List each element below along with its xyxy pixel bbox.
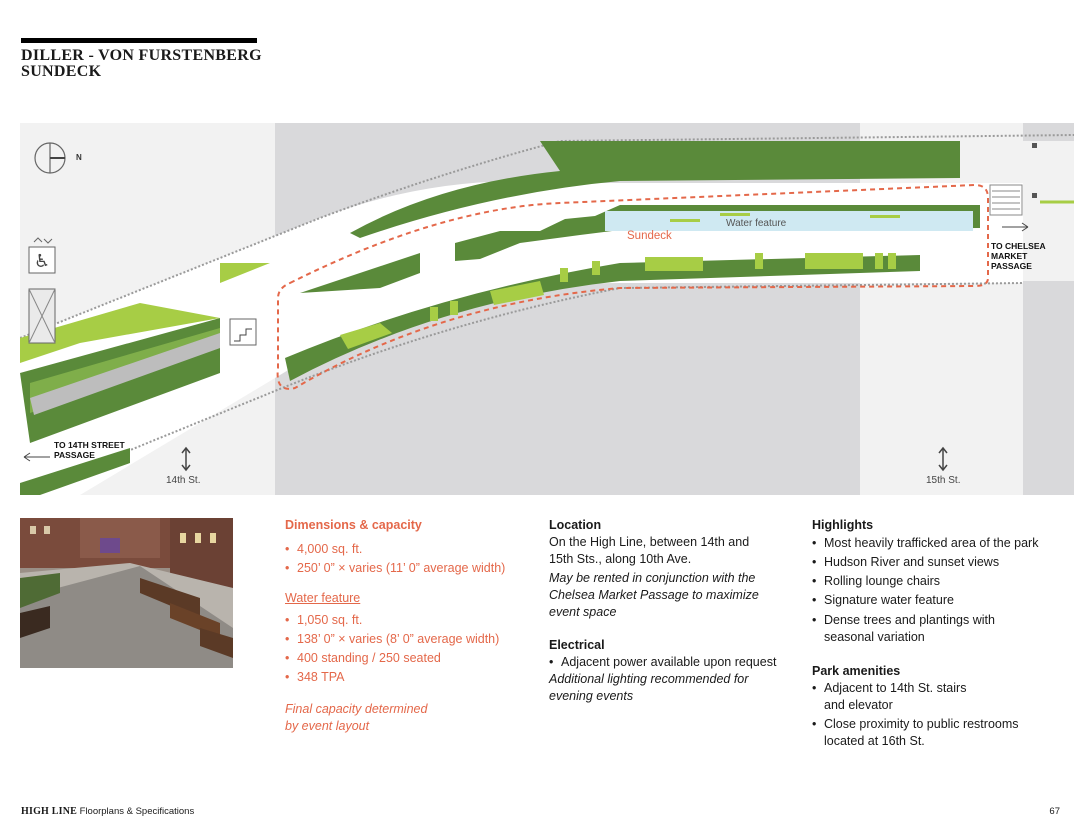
title-rule — [21, 38, 257, 43]
location-heading: Location — [549, 518, 602, 532]
title-line-2: SUNDECK — [21, 63, 102, 80]
dimensions-section — [285, 517, 535, 735]
chelsea-passage-label: TO CHELSEA MARKET PASSAGE — [991, 241, 1046, 271]
highlights-heading: Highlights — [812, 518, 874, 532]
elevator-icon — [29, 289, 55, 343]
highlight-item: • Rolling lounge chairs — [812, 572, 1062, 591]
compass-label: N — [76, 153, 82, 162]
water-feature-heading: Water feature — [285, 591, 361, 605]
title-line-1: DILLER - VON FURSTENBERG — [21, 47, 262, 64]
street-15-label: 15th St. — [926, 475, 961, 486]
footer — [21, 806, 194, 817]
water-item: • 138’ 0” × varies (8’ 0” average width) — [285, 630, 535, 649]
street-14-label: 14th St. — [166, 475, 201, 486]
electrical-heading: Electrical — [549, 638, 605, 652]
footer-brand: HIGH LINE — [21, 806, 77, 817]
electrical-note: Additional lighting recommended for evening events — [549, 672, 749, 703]
dimensions-item: • 250’ 0” × varies (11’ 0” average width) — [285, 559, 535, 578]
site-map — [20, 123, 1074, 495]
water-item: • 400 standing / 250 seated — [285, 649, 535, 668]
location-text: On the High Line, between 14th and — [549, 535, 750, 549]
highlights-section — [812, 517, 1062, 750]
dimensions-heading: Dimensions & capacity — [285, 518, 422, 532]
highlight-item: • Hudson River and sunset views — [812, 553, 1062, 572]
amenities-heading: Park amenities — [812, 664, 901, 678]
location-section — [549, 517, 789, 705]
location-text: 15th Sts., along 10th Ave. — [549, 552, 692, 566]
page-title — [21, 48, 262, 80]
electrical-item: • Adjacent power available upon request — [549, 654, 789, 671]
sundeck-photo — [20, 518, 233, 668]
fourteenth-passage-label: TO 14TH STREET PASSAGE — [54, 440, 125, 460]
dimensions-item: • 4,000 sq. ft. — [285, 540, 535, 559]
page-number: 67 — [1049, 806, 1060, 817]
sundeck-label: Sundeck — [627, 230, 672, 242]
stairs-icon — [230, 319, 256, 345]
water-item: • 1,050 sq. ft. — [285, 611, 535, 630]
water-feature-label: Water feature — [726, 218, 787, 229]
water-item: • 348 TPA — [285, 668, 535, 687]
capacity-note: Final capacity determined by event layout — [285, 702, 428, 733]
location-note: May be rented in conjunction with the Chelsea Market Passage to maximize event space — [549, 571, 759, 619]
highlight-item: • Dense trees and plantings with seasonal variation — [812, 612, 1062, 646]
amenity-item: • Adjacent to 14th St. stairs and elevator — [812, 680, 1062, 714]
svg-text:♿: ♿ — [34, 251, 51, 272]
footer-subtitle: Floorplans & Specifications — [79, 806, 195, 817]
amenity-item: • Close proximity to public restrooms located at 16th St. — [812, 716, 1062, 750]
highlight-item: • Most heavily trafficked area of the park — [812, 534, 1062, 553]
highlight-item: • Signature water feature — [812, 591, 1062, 610]
